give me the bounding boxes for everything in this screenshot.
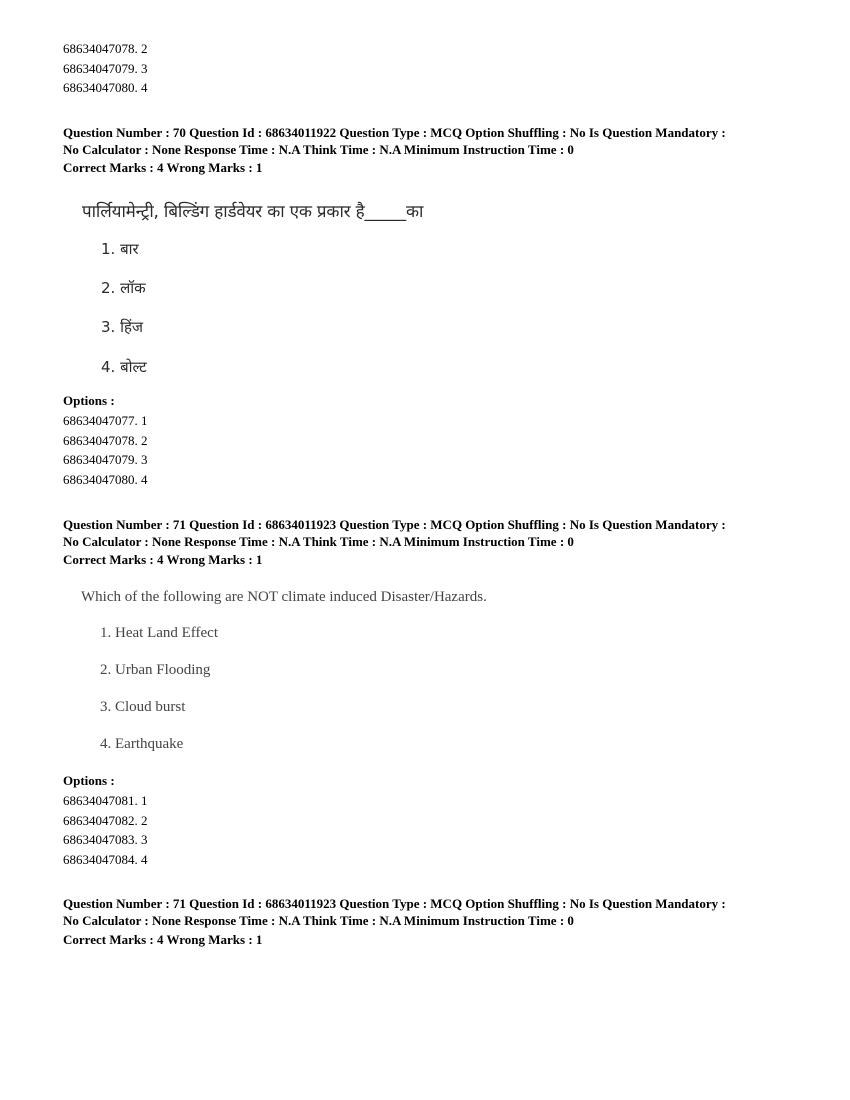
question-stem: Which of the following are NOT climate induced Disaster/Hazards. — [81, 589, 487, 605]
option-line: 68634047077. 1 — [63, 413, 148, 428]
question-header: Question Number : 71 Question Id : 68634011923 Question Type : MCQ Option Shuffling : No Is Question Mandatory : — [63, 896, 726, 911]
options-label: Options : — [63, 773, 115, 788]
option-line: 68634047081. 1 — [63, 793, 148, 808]
option-line: 68634047079. 3 — [63, 61, 148, 76]
question-header: Question Number : 71 Question Id : 68634011923 Question Type : MCQ Option Shuffling : No Is Question Mandatory : — [63, 517, 726, 532]
option-line: 68634047079. 3 — [63, 452, 148, 467]
option-line: 68634047084. 4 — [63, 852, 148, 867]
question-marks: Correct Marks : 4 Wrong Marks : 1 — [63, 160, 263, 175]
options-label: Options : — [63, 393, 115, 408]
option-line: 68634047080. 4 — [63, 472, 148, 487]
question-header-cont: No Calculator : None Response Time : N.A Think Time : N.A Minimum Instruction Time : 0 — [63, 142, 574, 157]
option-line: 68634047082. 2 — [63, 813, 148, 828]
answer-choice: 1. बार — [101, 240, 139, 258]
answer-choice: 4. बोल्ट — [101, 358, 147, 376]
answer-choice: 4. Earthquake — [100, 736, 184, 752]
option-line: 68634047078. 2 — [63, 41, 148, 56]
answer-choice: 1. Heat Land Effect — [100, 625, 219, 641]
option-line: 68634047078. 2 — [63, 433, 148, 448]
question-marks: Correct Marks : 4 Wrong Marks : 1 — [63, 552, 263, 567]
question-header-cont: No Calculator : None Response Time : N.A Think Time : N.A Minimum Instruction Time : 0 — [63, 534, 574, 549]
answer-choice: 3. हिंज — [101, 318, 144, 336]
option-line: 68634047080. 4 — [63, 80, 148, 95]
option-line: 68634047083. 3 — [63, 832, 148, 847]
question-header: Question Number : 70 Question Id : 68634011922 Question Type : MCQ Option Shuffling : No Is Question Mandatory : — [63, 125, 726, 140]
question-marks: Correct Marks : 4 Wrong Marks : 1 — [63, 932, 263, 947]
answer-choice: 2. Urban Flooding — [100, 662, 211, 678]
question-header-cont: No Calculator : None Response Time : N.A Think Time : N.A Minimum Instruction Time : 0 — [63, 913, 574, 928]
answer-choice: 2. लॉक — [101, 279, 146, 297]
question-stem: पार्लियामेन्ट्री, बिल्डिंग हार्डवेयर का एक प्रकार है_____का — [82, 202, 424, 222]
answer-choice: 3. Cloud burst — [100, 699, 186, 715]
